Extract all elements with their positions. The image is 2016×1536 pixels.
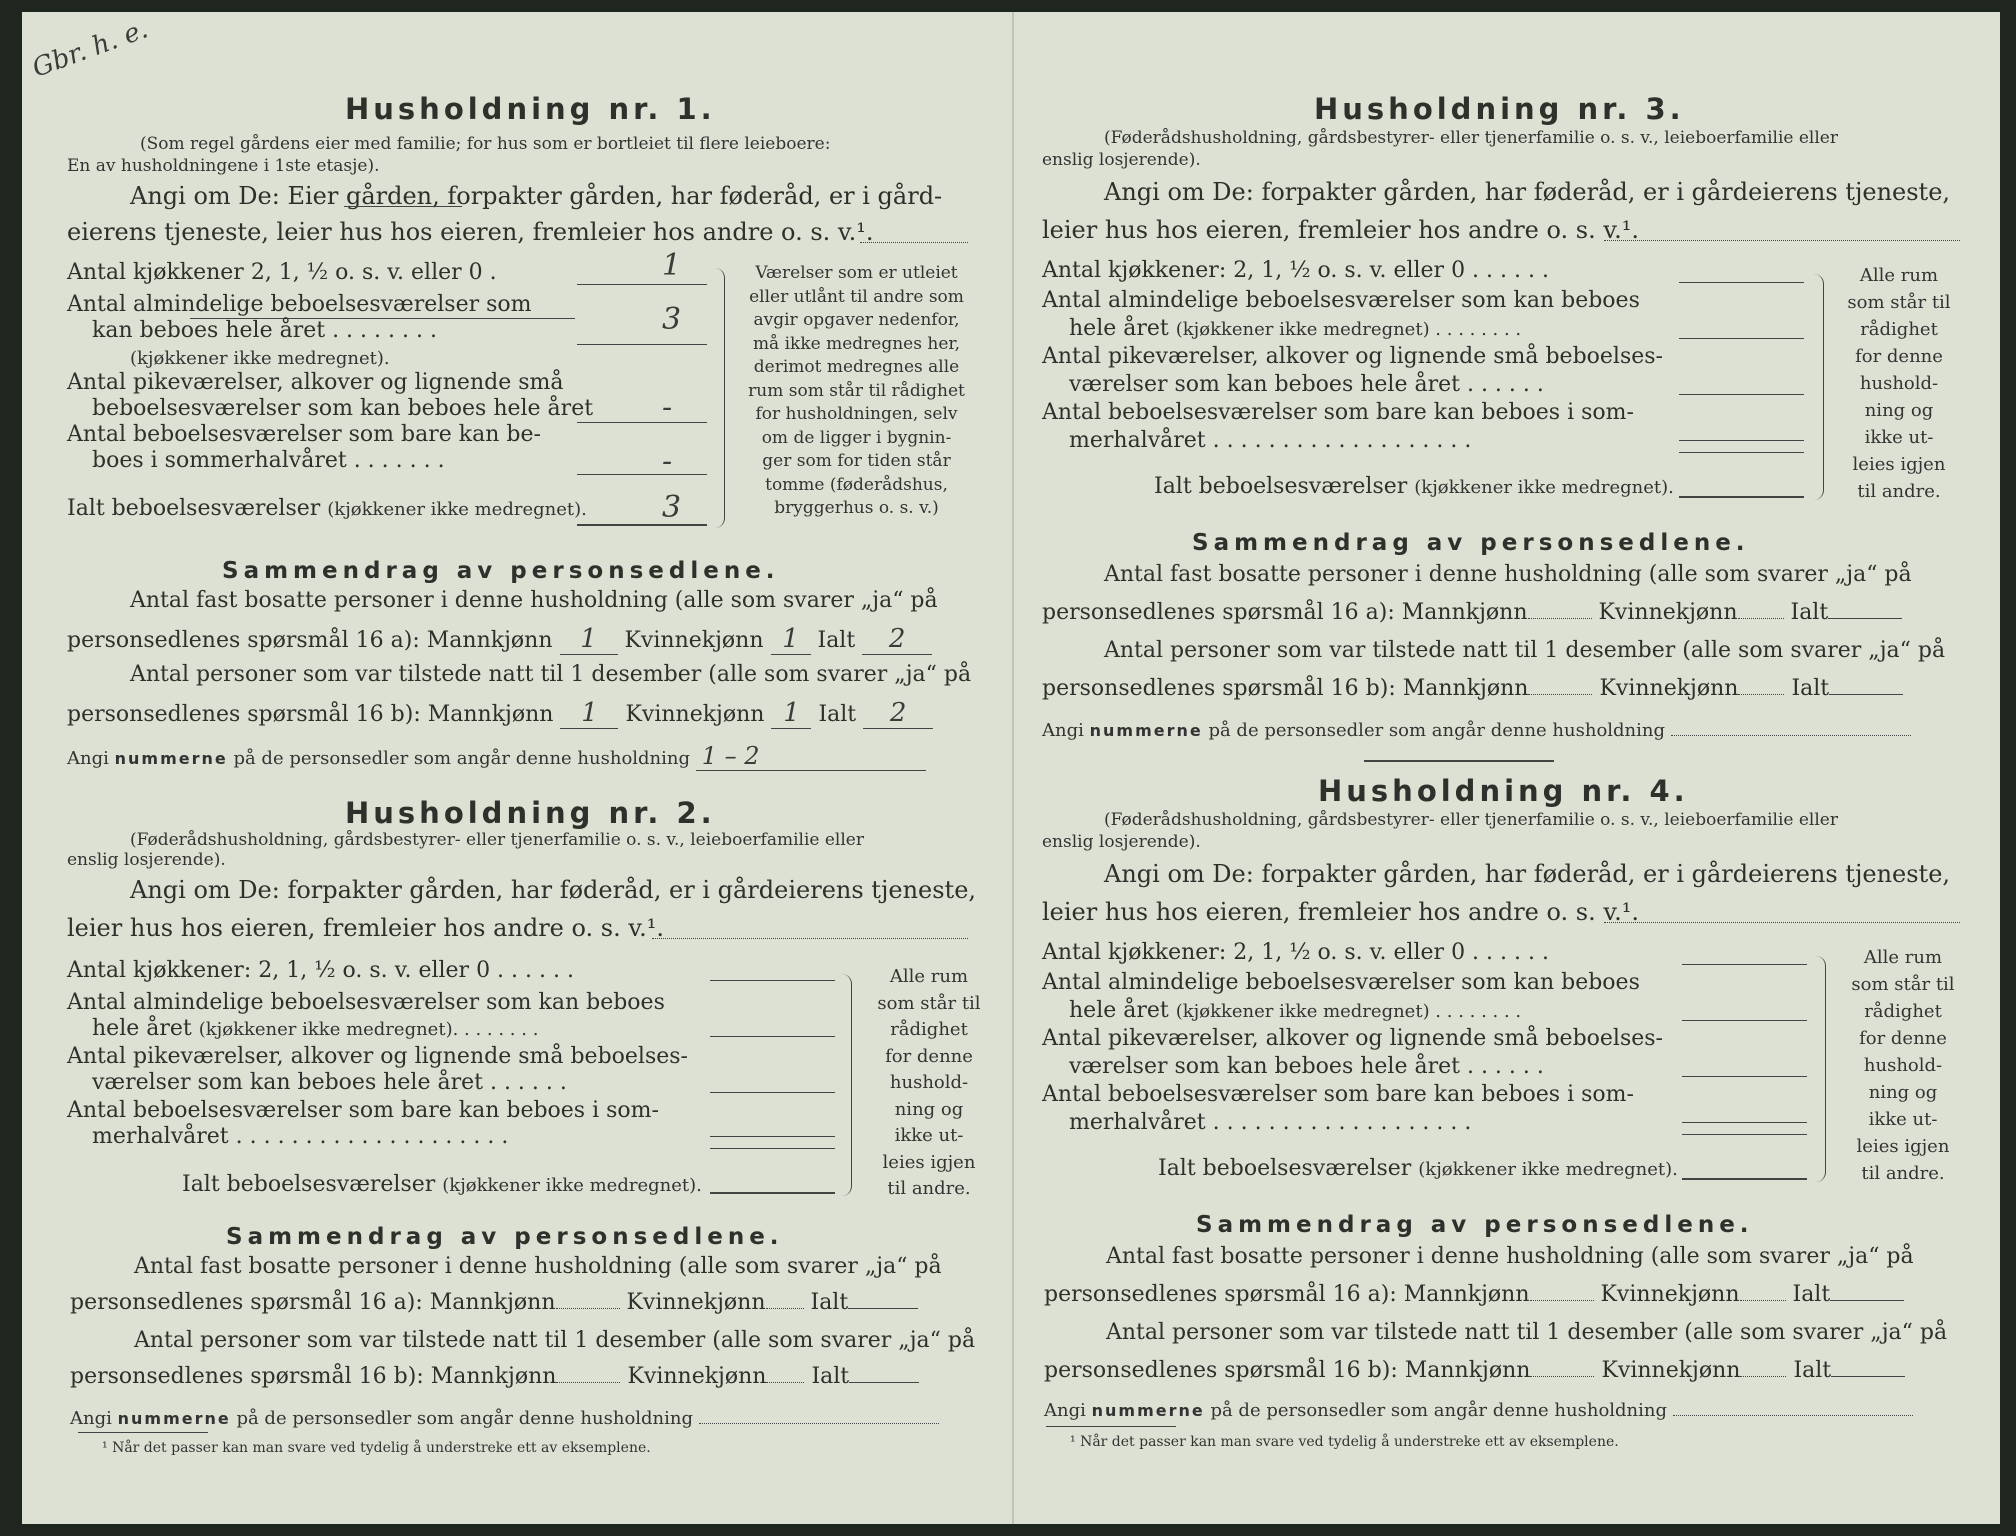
- kvinnekjonn-label: Kvinnekjønn: [627, 1364, 767, 1389]
- h4-b-kvinne-blank: [1740, 1376, 1786, 1377]
- h3-title: Husholdning nr. 3.: [1314, 92, 1685, 126]
- h4-sum-a-line1: Antal fast bosatte personer i denne husholdning (alle som svarer „ja“ på: [1106, 1244, 1914, 1269]
- h4-numre-row: [1044, 1400, 1913, 1421]
- h2-row-maid-b: værelser som kan beboes hele året . . . . . .: [92, 1070, 567, 1095]
- h3-side-line: ning og: [1864, 400, 1934, 421]
- h2-sum-b-line2: [70, 1364, 919, 1389]
- h1-side-line: bryggerhus o. s. v.): [774, 498, 939, 518]
- h1-numre-bold: nummerne: [114, 749, 228, 768]
- h1-side-line: eller utlånt til andre som: [749, 286, 964, 307]
- h2-row-maid-a: Antal pikeværelser, alkover og lignende små beboelses-: [67, 1044, 688, 1069]
- h4-summary-title: Sammendrag av personsedlene.: [1196, 1212, 1754, 1238]
- h2-title: Husholdning nr. 2.: [345, 796, 716, 830]
- h4-angi-line-1: Angi om De: forpakter gården, har føderåd, er i gårdeierens tjeneste,: [1104, 860, 1951, 888]
- h2-b-mann-blank: [556, 1382, 620, 1383]
- h1-b-total-value: 2: [863, 698, 933, 729]
- h1-value-summer: -: [662, 444, 673, 479]
- h2-numre-row: [70, 1408, 939, 1429]
- h3-row-summer-b: merhalvåret . . . . . . . . . . . . . . . . . . .: [1069, 428, 1472, 453]
- h4-row-total: [1158, 1156, 1678, 1181]
- h2-answer-line: [710, 1136, 835, 1137]
- h2-row-kitchens: Antal kjøkkener: 2, 1, ½ o. s. v. eller 0 . . . . . .: [67, 958, 574, 983]
- h1-row-kitchens: Antal kjøkkener 2, 1, ½ o. s. v. eller 0 .: [67, 260, 497, 285]
- h1-summary-title: Sammendrag av personsedlene.: [222, 558, 780, 584]
- h2-sum-b-line1: Antal personer som var tilstede natt til 1 desember (alle som svarer „ja“ på: [134, 1328, 976, 1353]
- h4-a-kvinne-blank: [1740, 1300, 1786, 1301]
- kvinnekjonn-label: Kvinnekjønn: [1599, 676, 1739, 701]
- h4-numre-bold: nummerne: [1091, 1401, 1205, 1420]
- kvinnekjonn-label: Kvinnekjønn: [1600, 1282, 1740, 1307]
- h2-side-line: til andre.: [887, 1178, 971, 1199]
- h1-side-line: for husholdningen, selv: [755, 404, 958, 424]
- h1-side-line: må ikke medregnes her,: [752, 333, 961, 354]
- section-divider: [1364, 760, 1554, 762]
- h1-side-line: Værelser som er utleiet: [755, 263, 958, 283]
- h2-side-note: [870, 964, 988, 1203]
- h4-total-sub: (kjøkkener ikke medregnet).: [1418, 1159, 1678, 1180]
- h1-angi-line-1: Angi om De: Eier gården, forpakter gården, har føderåd, er i gård-: [130, 182, 943, 210]
- h3-rooms-c: (kjøkkener ikke medregnet) . . . . . . . .: [1175, 319, 1522, 340]
- h3-b-mann-blank: [1528, 694, 1592, 695]
- kvinnekjonn-label: Kvinnekjønn: [626, 1290, 766, 1315]
- h1-angi-line-2: eierens tjeneste, leier hus hos eieren, fremleier hos andre o. s. v.¹.: [67, 218, 874, 246]
- h1-a-kvinne-value: 1: [771, 624, 811, 655]
- census-form-scan: [22, 12, 2000, 1524]
- h1-numre-pre: Angi: [67, 748, 109, 769]
- h4-side-line: ning og: [1868, 1082, 1938, 1103]
- h1-row-rooms-b: kan beboes hele året . . . . . . . .: [92, 318, 437, 343]
- h3-side-line: som står til: [1847, 292, 1951, 313]
- h3-numre-blank: [1671, 735, 1911, 736]
- h2-numre-pre: Angi: [70, 1408, 112, 1429]
- h1-b-mann-value: 1: [560, 698, 618, 729]
- h3-side-line: Alle rum: [1859, 265, 1939, 286]
- h4-row-summer-a: Antal beboelsesværelser som bare kan beboes i som-: [1042, 1082, 1634, 1107]
- h3-a-kvinne-blank: [1738, 618, 1784, 619]
- margin-handwriting: Gbr. h. e.: [28, 14, 152, 84]
- h1-value-rooms: 3: [662, 302, 682, 337]
- h3-answer-line: [1679, 338, 1804, 339]
- h3-numre-post: på de personsedler som angår denne husholdning: [1208, 720, 1666, 741]
- h2-brace: [842, 974, 852, 1196]
- h3-side-note: [1840, 262, 1958, 505]
- h1-row-rooms-a: Antal almindelige beboelsesværelser som: [67, 292, 532, 317]
- h2-sum-a-label: personsedlenes spørsmål 16 a):: [70, 1290, 423, 1315]
- h1-side-note: [734, 262, 979, 521]
- h2-numre-bold: nummerne: [117, 1409, 231, 1428]
- h4-side-line: ikke ut-: [1868, 1109, 1938, 1130]
- h1-sum-b-line2: [67, 698, 933, 729]
- h3-side-line: ikke ut-: [1864, 427, 1934, 448]
- h3-side-line: rådighet: [1860, 319, 1938, 340]
- h4-row-maid-b: værelser som kan beboes hele året . . . . . .: [1069, 1054, 1544, 1079]
- h4-sum-b-line1: Antal personer som var tilstede natt til 1 desember (alle som svarer „ja“ på: [1106, 1320, 1948, 1345]
- h3-a-total-blank: [1828, 618, 1902, 619]
- mannkjonn-label: Mannkjønn: [430, 1364, 557, 1389]
- ialt-label: Ialt: [1792, 1282, 1831, 1307]
- h2-summary-title: Sammendrag av personsedlene.: [226, 1224, 784, 1250]
- h4-numre-pre: Angi: [1044, 1400, 1086, 1421]
- h3-angi-line-1: Angi om De: forpakter gården, har føderåd, er i gårdeierens tjeneste,: [1104, 178, 1951, 206]
- right-page: [1014, 12, 2000, 1524]
- h1-sum-a-line2: [67, 624, 932, 655]
- h2-answer-line: [710, 1092, 835, 1093]
- h2-b-total-blank: [849, 1382, 919, 1383]
- kvinnekjonn-label: Kvinnekjønn: [625, 702, 765, 727]
- h3-row-total: [1154, 474, 1674, 499]
- h1-a-mann-value: 1: [560, 624, 618, 655]
- h1-note-1: (Som regel gårdens eier med familie; for hus som er bortleiet til flere leieboere:: [140, 134, 831, 154]
- h4-side-line: hushold-: [1863, 1055, 1943, 1076]
- h1-side-line: avgir opgaver nedenfor,: [753, 310, 960, 330]
- h3-row-rooms-b: [1069, 316, 1521, 341]
- h2-side-line: leies igjen: [882, 1151, 976, 1173]
- h1-row-maid-b: beboelsesværelser som kan beboes hele året: [92, 396, 594, 421]
- mannkjonn-label: Mannkjønn: [1402, 676, 1529, 701]
- h3-total-sub: (kjøkkener ikke medregnet).: [1414, 477, 1674, 498]
- h2-row-total: [182, 1172, 702, 1197]
- h3-sum-a-label: personsedlenes spørsmål 16 a):: [1042, 600, 1395, 625]
- h2-angi-answer-line: [652, 938, 968, 939]
- h4-answer-line: [1682, 1122, 1807, 1123]
- h1-sum-b-line1: Antal personer som var tilstede natt til 1 desember (alle som svarer „ja“ på: [130, 662, 972, 687]
- h2-sum-a-line2: [70, 1290, 918, 1315]
- h4-side-note: [1844, 944, 1962, 1187]
- h2-numre-post: på de personsedler som angår denne husholdning: [236, 1408, 694, 1429]
- h4-row-kitchens: Antal kjøkkener: 2, 1, ½ o. s. v. eller 0 . . . . . .: [1042, 940, 1549, 965]
- footnote-right: ¹ Når det passer kan man svare ved tydelig å understreke ett av eksemplene.: [1070, 1434, 1619, 1450]
- h3-row-maid-a: Antal pikeværelser, alkover og lignende små beboelses-: [1042, 344, 1663, 369]
- h2-answer-line: [710, 1036, 835, 1037]
- h2-rooms-b: hele året: [92, 1016, 192, 1041]
- h4-row-summer-b: merhalvåret . . . . . . . . . . . . . . . . . . .: [1069, 1110, 1472, 1135]
- h3-note-1: (Føderådshusholdning, gårdsbestyrer- eller tjenerfamilie o. s. v., leieboerfamilie eller: [1104, 128, 1838, 148]
- mannkjonn-label: Mannkjønn: [1404, 1358, 1531, 1383]
- h3-sum-a-line2: [1042, 600, 1902, 625]
- h3-side-line: hushold-: [1859, 373, 1939, 394]
- h3-sum-b-line1: Antal personer som var tilstede natt til 1 desember (alle som svarer „ja“ på: [1104, 638, 1946, 663]
- h3-answer-line: [1679, 394, 1804, 395]
- ialt-label: Ialt: [1793, 1358, 1832, 1383]
- h2-a-mann-blank: [556, 1308, 620, 1309]
- h4-title: Husholdning nr. 4.: [1318, 774, 1689, 808]
- h3-side-line: for denne: [1855, 346, 1943, 367]
- h1-b-kvinne-value: 1: [771, 698, 811, 729]
- h1-side-line: rum som står til rådighet: [748, 380, 965, 401]
- h3-answer-line: [1679, 282, 1804, 283]
- h4-rooms-c: (kjøkkener ikke medregnet) . . . . . . . .: [1175, 1001, 1522, 1022]
- footnote-rule: [78, 1432, 208, 1433]
- h3-row-maid-b: værelser som kan beboes hele året . . . . . .: [1069, 372, 1544, 397]
- h1-line-maid: [577, 422, 707, 423]
- h3-row-rooms-a: Antal almindelige beboelsesværelser som kan beboes: [1042, 288, 1640, 313]
- h2-a-total-blank: [848, 1308, 918, 1309]
- h1-numre-row: [67, 742, 926, 771]
- h4-side-line: for denne: [1859, 1028, 1947, 1049]
- h4-row-rooms-b: [1069, 998, 1521, 1023]
- h1-value-maid: -: [662, 390, 673, 425]
- h3-answer-line: [1679, 452, 1804, 453]
- h4-b-mann-blank: [1530, 1376, 1594, 1377]
- h4-side-line: som står til: [1851, 974, 1955, 995]
- h4-side-line: leies igjen: [1856, 1136, 1950, 1157]
- h2-answer-line: [710, 1148, 835, 1149]
- h3-sum-b-line2: [1042, 676, 1903, 701]
- h2-note-2: enslig losjerende).: [67, 850, 226, 870]
- h2-angi-line-1: Angi om De: forpakter gården, har føderåd, er i gårdeierens tjeneste,: [130, 876, 977, 904]
- h1-value-kitchens: 1: [662, 248, 682, 283]
- h1-total-label: Ialt beboelsesværelser: [67, 496, 321, 521]
- h4-side-line: til andre.: [1861, 1163, 1945, 1184]
- h3-side-line: til andre.: [1857, 481, 1941, 502]
- h2-side-line: som står til: [877, 992, 981, 1014]
- h2-row-summer-b: merhalvåret . . . . . . . . . . . . . . . . . . . .: [92, 1124, 509, 1149]
- h2-rooms-c: (kjøkkener ikke medregnet). . . . . . . .: [198, 1019, 539, 1040]
- h4-answer-line: [1682, 964, 1807, 965]
- h3-note-2: enslig losjerende).: [1042, 150, 1201, 170]
- h1-line-kitchens: [577, 284, 707, 285]
- h4-b-total-blank: [1831, 1376, 1905, 1377]
- h2-side-line: for denne: [885, 1045, 973, 1067]
- h1-angi-answer-line: [860, 242, 968, 243]
- h4-side-line: rådighet: [1864, 1001, 1942, 1022]
- h1-row-summer-b: boes i sommerhalvåret . . . . . . .: [92, 448, 445, 473]
- h1-line-summer: [577, 474, 707, 475]
- h3-sum-b-label: personsedlenes spørsmål 16 b):: [1042, 676, 1396, 701]
- h2-answer-line-total: [710, 1192, 835, 1194]
- h4-note-1: (Føderådshusholdning, gårdsbestyrer- eller tjenerfamilie o. s. v., leieboerfamilie eller: [1104, 810, 1838, 830]
- kvinnekjonn-label: Kvinnekjønn: [1598, 600, 1738, 625]
- ialt-label: Ialt: [811, 1364, 850, 1389]
- h4-row-maid-a: Antal pikeværelser, alkover og lignende små beboelses-: [1042, 1026, 1663, 1051]
- h4-answer-line: [1682, 1020, 1807, 1021]
- ialt-label: Ialt: [810, 1290, 849, 1315]
- h4-brace: [1816, 956, 1826, 1182]
- mannkjonn-label: Mannkjønn: [1403, 1282, 1530, 1307]
- h4-answer-line-total: [1682, 1178, 1807, 1180]
- mannkjonn-label: Mannkjønn: [1401, 600, 1528, 625]
- h2-row-rooms-b: [92, 1016, 538, 1041]
- h3-a-mann-blank: [1528, 618, 1592, 619]
- h2-b-kvinne-blank: [766, 1382, 804, 1383]
- h3-brace: [1814, 274, 1824, 500]
- h4-answer-line: [1682, 1134, 1807, 1135]
- ialt-label: Ialt: [818, 702, 857, 727]
- h2-note-1: (Føderådshusholdning, gårdsbestyrer- eller tjenerfamilie o. s. v., leieboerfamilie eller: [130, 830, 864, 850]
- h4-side-line: Alle rum: [1863, 947, 1943, 968]
- h1-line-total: [577, 524, 707, 526]
- h1-note-2: En av husholdningene i 1ste etasje).: [67, 156, 380, 176]
- h4-sum-b-line2: [1044, 1358, 1905, 1383]
- h1-eier-underline: [344, 206, 462, 207]
- footnote-rule: [1046, 1426, 1176, 1427]
- h1-row-rooms-c: (kjøkkener ikke medregnet).: [130, 348, 390, 369]
- h2-a-kvinne-blank: [766, 1308, 804, 1309]
- mannkjonn-label: Mannkjønn: [429, 1290, 556, 1315]
- h1-sum-a-line1: Antal fast bosatte personer i denne husholdning (alle som svarer „ja“ på: [130, 588, 938, 613]
- h1-numre-value: 1 – 2: [696, 742, 926, 771]
- h3-rooms-b: hele året: [1069, 316, 1169, 341]
- h3-sum-a-line1: Antal fast bosatte personer i denne husholdning (alle som svarer „ja“ på: [1104, 562, 1912, 587]
- h4-a-mann-blank: [1530, 1300, 1594, 1301]
- h4-angi-answer-line: [1604, 922, 1960, 923]
- h2-row-summer-a: Antal beboelsesværelser som bare kan beboes i som-: [67, 1098, 659, 1123]
- h3-b-total-blank: [1829, 694, 1903, 695]
- h2-total-label: Ialt beboelsesværelser: [182, 1172, 436, 1197]
- kvinnekjonn-label: Kvinnekjønn: [1601, 1358, 1741, 1383]
- h2-sum-a-line1: Antal fast bosatte personer i denne husholdning (alle som svarer „ja“ på: [134, 1254, 942, 1279]
- h3-angi-line-2: leier hus hos eieren, fremleier hos andre o. s. v.¹.: [1042, 216, 1639, 244]
- h4-answer-line: [1682, 1076, 1807, 1077]
- footnote-left: ¹ Når det passer kan man svare ved tydelig å understreke ett av eksemplene.: [102, 1440, 651, 1456]
- h2-side-line: ning og: [894, 1098, 964, 1120]
- h3-answer-line: [1679, 440, 1804, 441]
- kvinnekjonn-label: Kvinnekjønn: [624, 628, 764, 653]
- h1-value-total: 3: [662, 490, 682, 525]
- h1-sum-a-label: personsedlenes spørsmål 16 a):: [67, 628, 420, 653]
- h4-sum-a-label: personsedlenes spørsmål 16 a):: [1044, 1282, 1397, 1307]
- mannkjonn-label: Mannkjønn: [427, 702, 554, 727]
- h3-row-summer-a: Antal beboelsesværelser som bare kan beboes i som-: [1042, 400, 1634, 425]
- h4-numre-blank: [1673, 1415, 1913, 1416]
- h4-rooms-b: hele året: [1069, 998, 1169, 1023]
- h2-sum-b-label: personsedlenes spørsmål 16 b):: [70, 1364, 424, 1389]
- left-page: [22, 12, 1014, 1524]
- h3-numre-bold: nummerne: [1089, 721, 1203, 740]
- mannkjonn-label: Mannkjønn: [426, 628, 553, 653]
- h2-side-line: Alle rum: [889, 966, 969, 987]
- h1-sum-b-label: personsedlenes spørsmål 16 b):: [67, 702, 421, 727]
- h3-numre-pre: Angi: [1042, 720, 1084, 741]
- h3-numre-row: [1042, 720, 1911, 741]
- h4-total-label: Ialt beboelsesværelser: [1158, 1156, 1412, 1181]
- h3-summary-title: Sammendrag av personsedlene.: [1192, 530, 1750, 556]
- h1-numre-post: på de personsedler som angår denne husholdning: [233, 748, 691, 769]
- ialt-label: Ialt: [817, 628, 856, 653]
- h1-brace: [715, 268, 725, 528]
- ialt-label: Ialt: [1790, 600, 1829, 625]
- h2-side-line: ikke ut-: [894, 1125, 964, 1146]
- h1-title: Husholdning nr. 1.: [345, 92, 716, 126]
- h4-sum-a-line2: [1044, 1282, 1904, 1307]
- h1-side-line: om de ligger i bygnin-: [761, 427, 952, 448]
- ialt-label: Ialt: [1791, 676, 1830, 701]
- h4-numre-post: på de personsedler som angår denne husholdning: [1210, 1400, 1668, 1421]
- h1-side-line: derimot medregnes alle: [753, 357, 960, 377]
- h2-side-line: rådighet: [890, 1019, 968, 1040]
- h3-b-kvinne-blank: [1738, 694, 1784, 695]
- h1-line-rooms: [577, 344, 707, 345]
- h4-sum-b-label: personsedlenes spørsmål 16 b):: [1044, 1358, 1398, 1383]
- h2-total-sub: (kjøkkener ikke medregnet).: [442, 1175, 702, 1196]
- h2-answer-line: [710, 980, 835, 981]
- h2-row-rooms-a: Antal almindelige beboelsesværelser som kan beboes: [67, 990, 665, 1015]
- h2-angi-line-2: leier hus hos eieren, fremleier hos andre o. s. v.¹.: [67, 914, 664, 942]
- h4-angi-line-2: leier hus hos eieren, fremleier hos andre o. s. v.¹.: [1042, 898, 1639, 926]
- h1-row-maid-a: Antal pikeværelser, alkover og lignende små: [67, 370, 564, 395]
- h4-a-total-blank: [1830, 1300, 1904, 1301]
- h1-row-summer-a: Antal beboelsesværelser som bare kan be-: [67, 422, 541, 447]
- h1-a-total-value: 2: [862, 624, 932, 655]
- h1-row-total: [67, 496, 587, 521]
- h3-row-kitchens: Antal kjøkkener: 2, 1, ½ o. s. v. eller 0 . . . . . .: [1042, 258, 1549, 283]
- h3-side-line: leies igjen: [1852, 454, 1946, 475]
- h2-numre-blank: [699, 1423, 939, 1424]
- h2-side-line: hushold-: [889, 1072, 969, 1093]
- h4-row-rooms-a: Antal almindelige beboelsesværelser som kan beboes: [1042, 970, 1640, 995]
- h3-angi-answer-line: [1604, 240, 1960, 241]
- h3-total-label: Ialt beboelsesværelser: [1154, 474, 1408, 499]
- h1-side-line: ger som for tiden står: [762, 451, 951, 471]
- h1-total-sub: (kjøkkener ikke medregnet).: [327, 499, 587, 520]
- h4-note-2: enslig losjerende).: [1042, 832, 1201, 852]
- h3-answer-line-total: [1679, 496, 1804, 498]
- h1-side-line: tomme (føderådshus,: [765, 474, 948, 495]
